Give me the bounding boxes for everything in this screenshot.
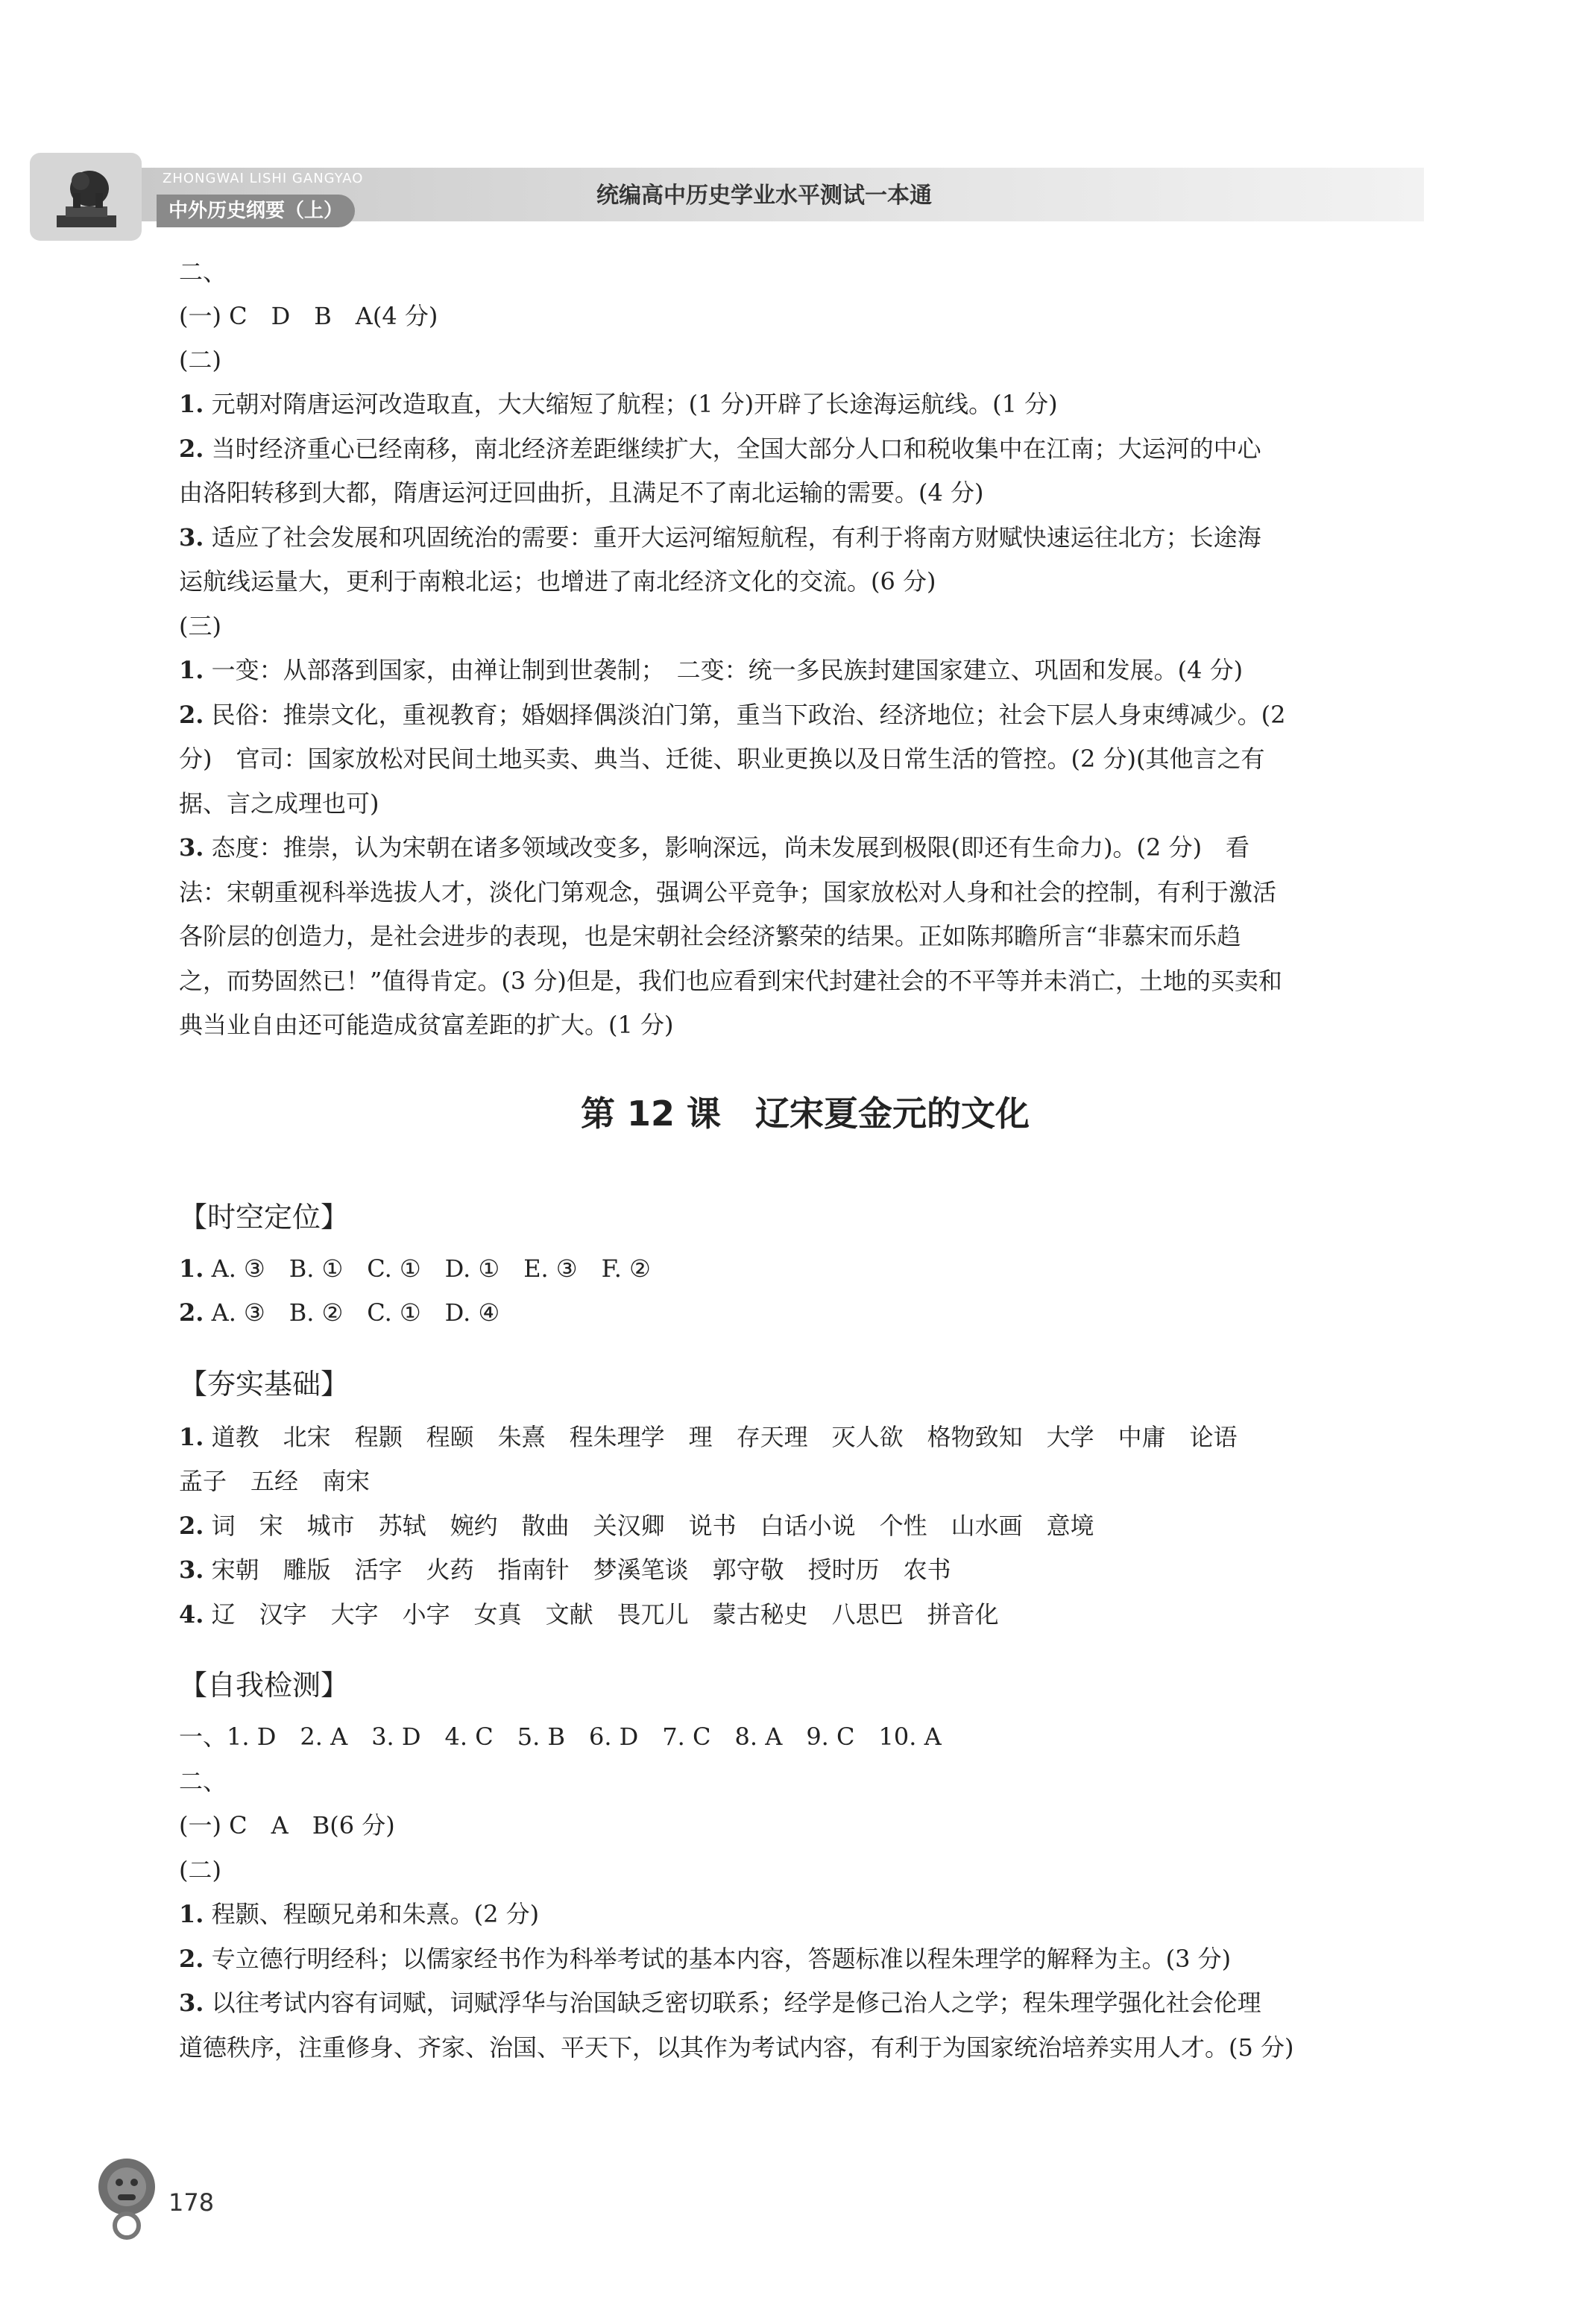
answer-line: 一、1. D 2. A 3. D 4. C 5. B 6. D 7. C 8. A 9. C 10. A [179,1723,942,1751]
answer-line: 运航线运量大，更利于南粮北运；也增进了南北经济文化的交流。(6 分) [179,567,936,596]
section-heading: 【自我检测】 [179,1669,350,1702]
answer-line: 2. 当时经济重心已经南移，南北经济差距继续扩大，全国大部分人口和税收集中在江南；大运河的中心 [179,435,1261,463]
section-heading: 【夯实基础】 [179,1368,350,1401]
answer-label: (三) [179,612,221,640]
answer-line: 1. A. ③ B. ① C. ① D. ① E. ③ F. ② [179,1254,651,1283]
answer-line: 各阶层的创造力，是社会进步的表现，也是宋朝社会经济繁荣的结果。正如陈邦瞻所言“非慕宋而乐趋 [179,922,1241,950]
answer-line: (一) C A B(6 分) [179,1811,395,1840]
answer-line: 据、言之成理也可) [179,789,379,818]
series-title: 统编高中历史学业水平测试一本通 [596,183,932,209]
answer-line: 典当业自由还可能造成贫富差距的扩大。(1 分) [179,1011,674,1039]
page-header [30,153,1416,242]
section-heading: 【时空定位】 [179,1201,350,1234]
part-heading: 二、 [179,1767,227,1796]
lion-statue-icon [52,163,121,230]
answer-line: 1. 程颢、程颐兄弟和朱熹。(2 分) [179,1900,540,1928]
answer-line: (一) C D B A(4 分) [179,302,438,330]
answer-line: 3. 适应了社会发展和巩固统治的需要：重开大运河缩短航程，有利于将南方财赋快速运往北方；长途海 [179,523,1261,552]
answer-line: 由洛阳转移到大都，隋唐运河迂回曲折，且满足不了南北运输的需要。(4 分) [179,479,984,507]
page-number: 178 [168,2188,215,2217]
answer-line: 3. 以往考试内容有词赋，词赋浮华与治国缺乏密切联系；经学是修己治人之学；程朱理学强化社会伦理 [179,1989,1261,2017]
answer-line: 1. 一变：从部落到国家，由禅让制到世袭制； 二变：统一多民族封建国家建立、巩固和发展。(4 分) [179,656,1244,684]
answer-line: 2. 词 宋 城市 苏轼 婉约 散曲 关汉卿 说书 白话小说 个性 山水画 意境 [179,1512,1094,1540]
answer-line: 3. 态度：推崇，认为宋朝在诸多领域改变多，影响深远，尚未发展到极限(即还有生命力)。(2 分) 看 [179,833,1250,862]
book-title-tag: 中外历史纲要（上） [157,195,355,227]
answer-line: 1. 元朝对隋唐运河改造取直，大大缩短了航程；(1 分)开辟了长途海运航线。(1 分) [179,390,1058,418]
answer-line: 3. 宋朝 雕版 活字 火药 指南针 梦溪笔谈 郭守敬 授时历 农书 [179,1556,951,1584]
answer-line: 法：宋朝重视科举选拔人才，淡化门第观念，强调公平竞争；国家放松对人身和社会的控制，有利于激活 [179,878,1277,906]
answer-line: 1. 道教 北宋 程颢 程颐 朱熹 程朱理学 理 存天理 灭人欲 格物致知 大学 中庸 论语 [179,1423,1238,1451]
answer-line: 分) 官司：国家放松对民间土地买卖、典当、迁徙、职业更换以及日常生活的管控。(2 分)(其他言之有 [179,745,1265,773]
answer-line: 道德秩序，注重修身、齐家、治国、平天下，以其作为考试内容，有利于为国家统治培养实用人才。(5 分) [179,2033,1294,2062]
answer-line: 2. 专立德行明经科；以儒家经书作为科举考试的基本内容，答题标准以程朱理学的解释为主。(3 分) [179,1945,1232,1973]
book-logo [30,153,142,241]
answer-label: (二) [179,1856,221,1884]
answer-line: 孟子 五经 南宋 [179,1467,371,1495]
answer-line: 之，而势固然已！”值得肯定。(3 分)但是，我们也应看到宋代封建社会的不平等并未消亡，土地的买卖和 [179,967,1282,995]
part-heading: 二、 [179,258,227,286]
answer-label: (二) [179,346,221,374]
answer-line: 4. 辽 汉字 大字 小字 女真 文献 畏兀儿 蒙古秘史 八思巴 拼音化 [179,1600,999,1629]
answer-line: 2. 民俗：推崇文化，重视教育；婚姻择偶淡泊门第，重当下政治、经济地位；社会下层人身束缚减少。(2 [179,701,1286,729]
answer-line: 2. A. ③ B. ② C. ① D. ④ [179,1298,500,1327]
lion-head-icon [95,2154,158,2242]
book-pinyin: ZHONGWAI LISHI GANGYAO [163,171,364,186]
lesson-title: 第 12 课 辽宋夏金元的文化 [580,1093,1030,1134]
